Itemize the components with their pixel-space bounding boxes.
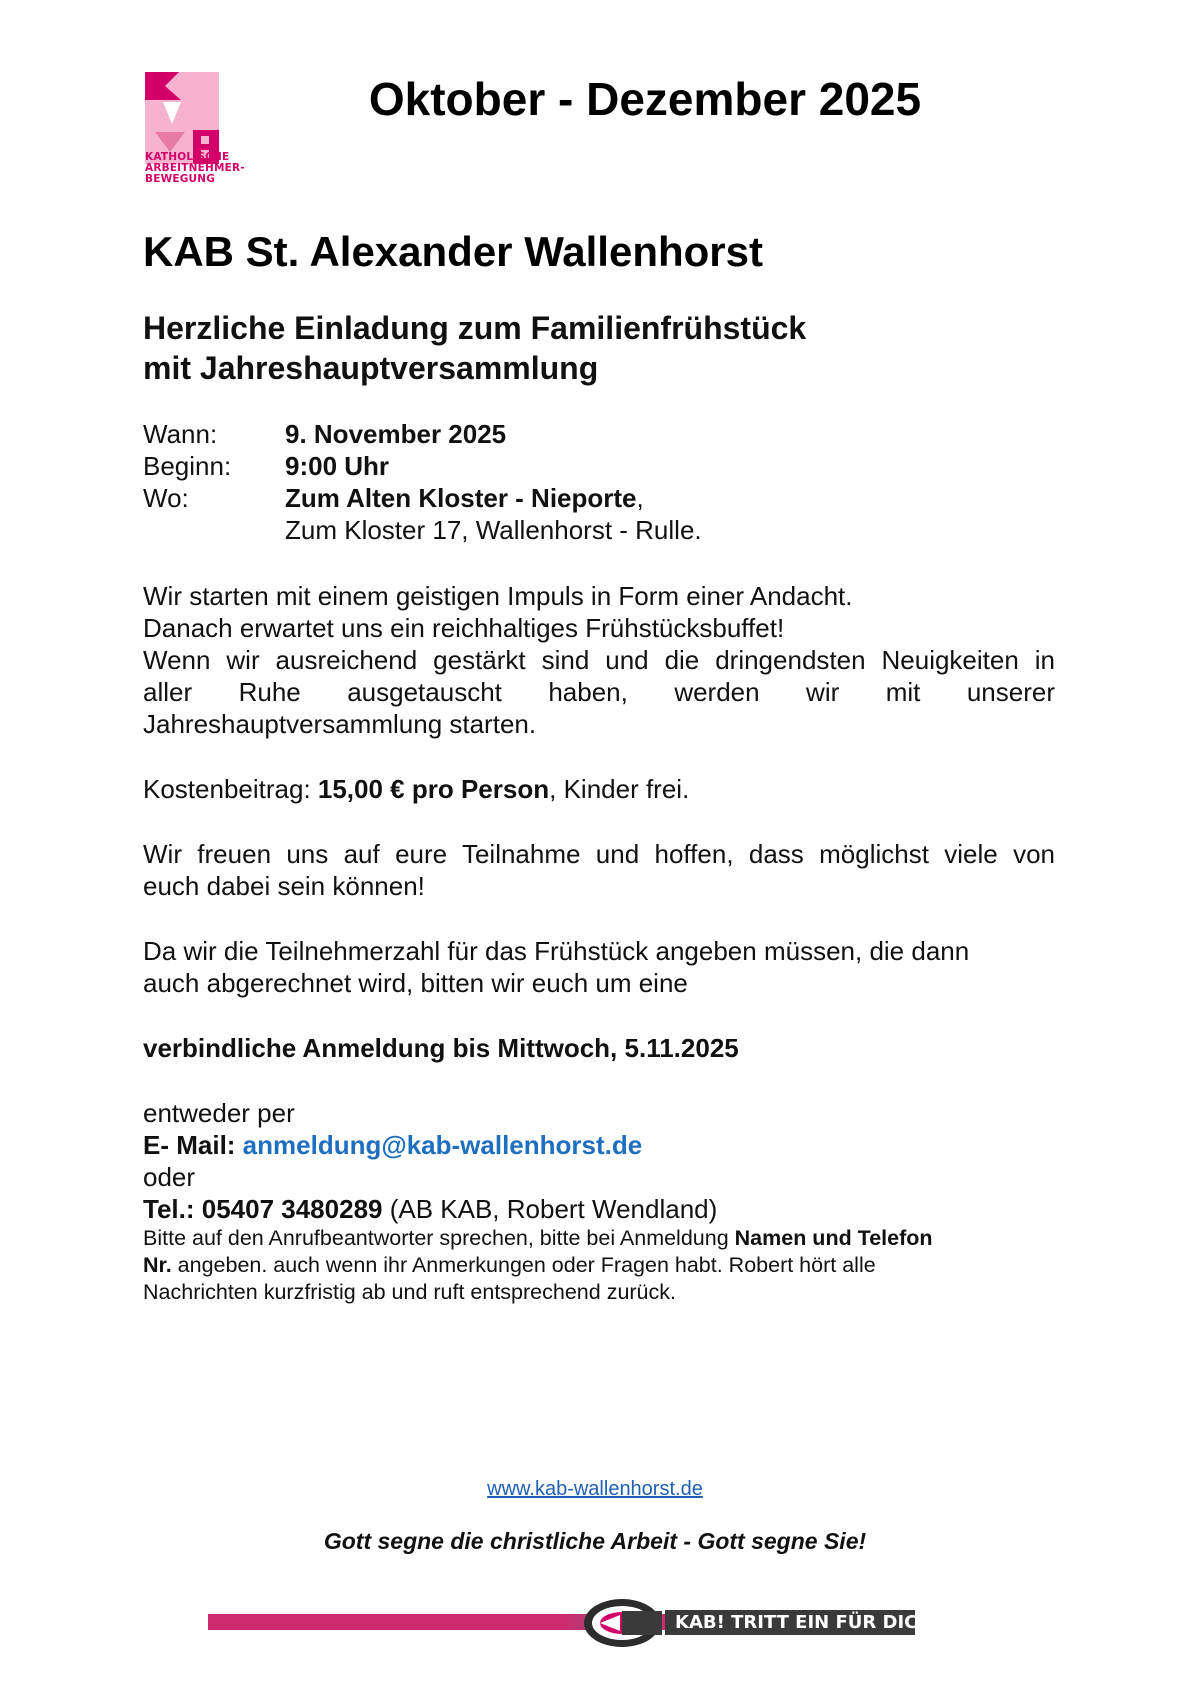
- blessing: Gott segne die christliche Arbeit - Gott segne Sie!: [323, 1528, 867, 1554]
- slogan-banner: KAB! TRITT EIN FÜR DICH.: [665, 1610, 915, 1635]
- logo-caption: KATHOLISCHE ARBEITNEHMER- BEWEGUNG: [145, 151, 245, 185]
- kab-emblem-icon: [582, 1597, 662, 1649]
- when-row: Wann: 9. November 2025: [143, 419, 507, 449]
- registration-deadline: verbindliche Anmeldung bis Mittwoch, 5.11.2025: [143, 1033, 739, 1063]
- phone-note: Bitte auf den Anrufbeantworter sprechen, bitte bei Anmeldung Namen und Telefon Nr. angeben. auch wenn ihr Anmerkungen oder Fragen habt. Robert hört alle Nachrichten kurzfristig ab und ruft entsprechend zurück.: [143, 1226, 933, 1304]
- website-link[interactable]: www.kab-wallenhorst.de: [487, 1478, 703, 1500]
- cost-line: Kostenbeitrag: 15,00 € pro Person, Kinder frei.: [143, 774, 690, 804]
- email-link[interactable]: anmeldung@kab-wallenhorst.de: [242, 1130, 643, 1160]
- invitation-body: Wir starten mit einem geistigen Impuls in Form einer Andacht. Danach erwartet uns ein reichhaltiges Frühstücksbuffet! Wenn wir ausreichend gestärkt sind und die dringendsten Neuigkeiten in aller Ruhe ausgetauscht haben, werden wir mit unserer Jahreshauptversammlung starten. Kostenbeitrag: 15,00 € pro Person, Kinder frei. Wir freuen uns auf eure Teilnahme und hoffen, dass möglichst viele von euch dabei sein können! Da wir die Teilnehmerzahl für das Frühstück angeben müssen, die dann auch abgerechnet wird, bitten wir euch um eine verbindliche Anmeldung bis Mittwoch, 5.11.2025 entweder per E- Mail: anmeldung@kab-wallenhorst.de oder Tel.: 05407 3480289 (AB KAB, Robert Wendland) Bitte auf den Anrufbeantworter sprechen, bitte bei Anmeldung Namen und Telefon Nr. angeben. auch wenn ihr Anmerkungen oder Fragen habt. Robert hört alle Nachrichten kurzfristig ab und ruft entsprechend zurück.: [143, 581, 1055, 1304]
- phone-line: Tel.: 05407 3480289 (AB KAB, Robert Wendland): [143, 1194, 718, 1224]
- email-line: E- Mail: anmeldung@kab-wallenhorst.de: [143, 1130, 643, 1160]
- date-title: Oktober - Dezember 2025: [368, 73, 922, 125]
- address-row: Zum Kloster 17, Wallenhorst - Rulle.: [285, 515, 702, 545]
- begin-row: Beginn: 9:00 Uhr: [143, 451, 390, 481]
- org-title: KAB St. Alexander Wallenhorst: [143, 228, 763, 275]
- where-row: Wo: Zum Alten Kloster - Nieporte,: [143, 483, 644, 513]
- invitation-heading: Herzliche Einladung zum Familienfrühstück mit Jahreshauptversammlung: [143, 310, 807, 386]
- event-details: [143, 418, 702, 546]
